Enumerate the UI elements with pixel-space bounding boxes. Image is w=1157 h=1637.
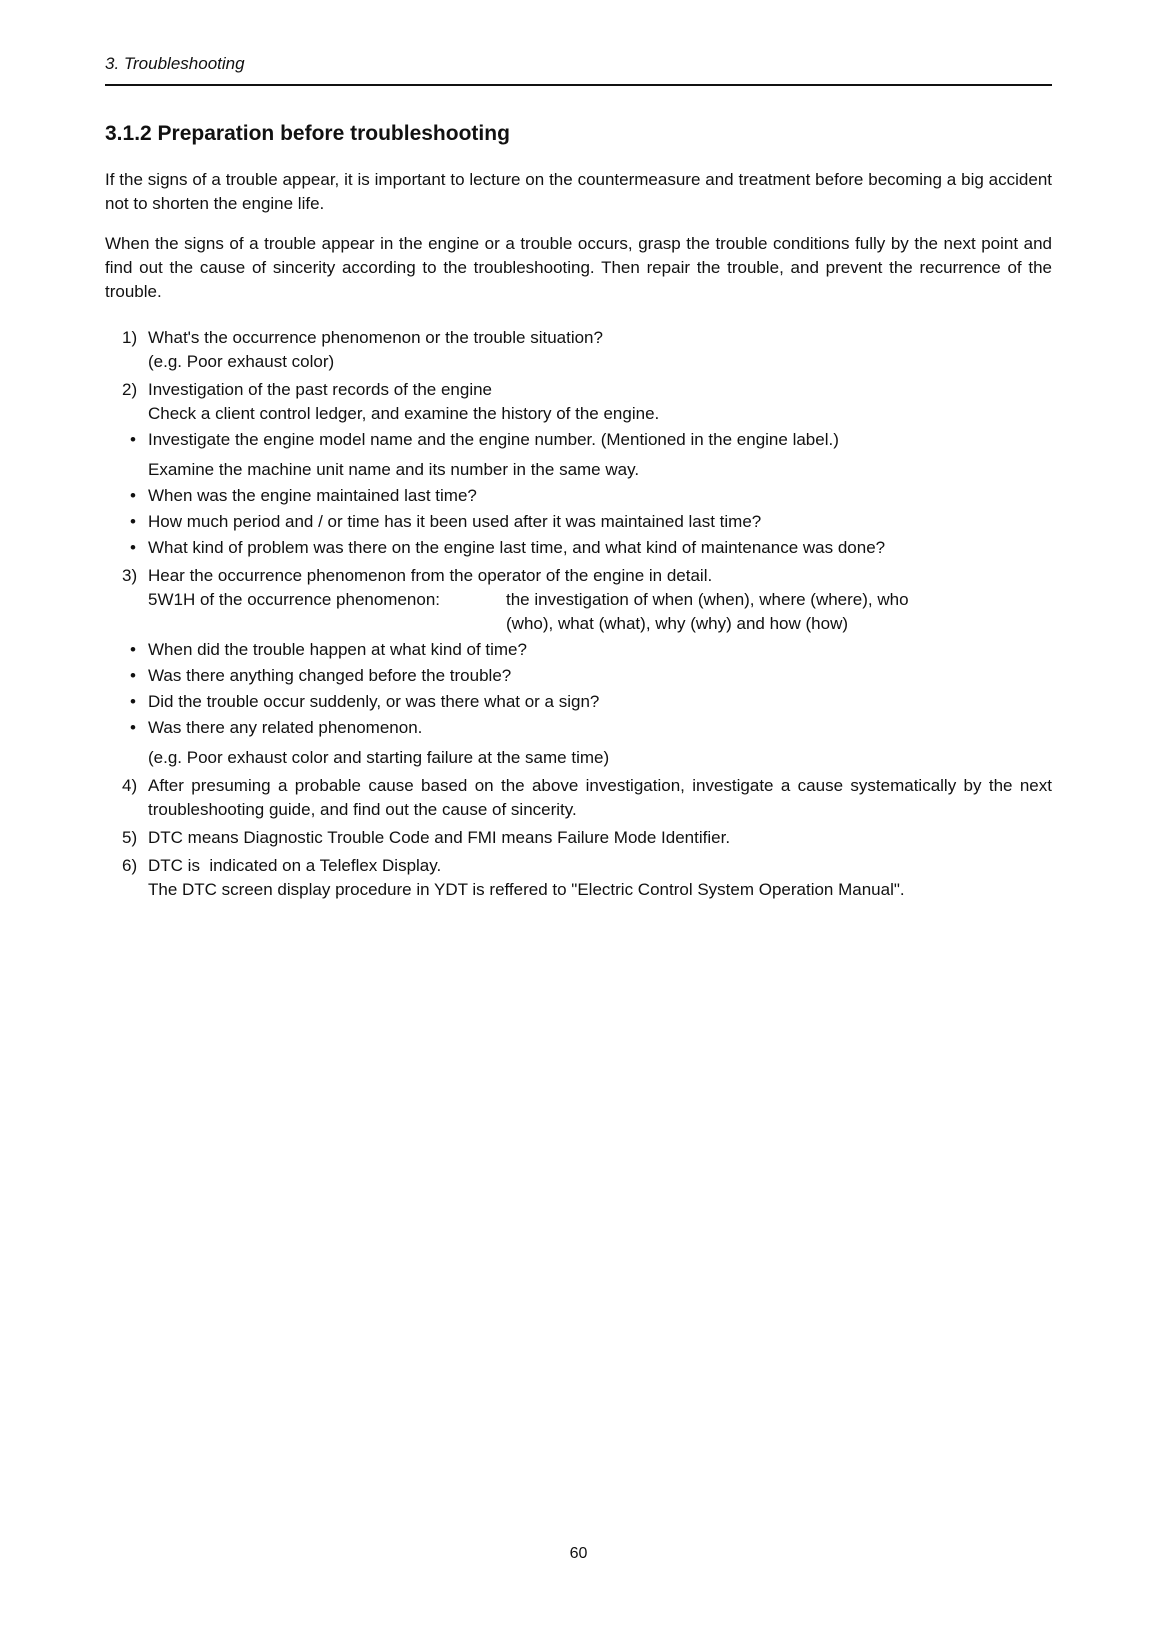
list — [105, 326, 1057, 902]
list-item-content — [148, 774, 1057, 822]
list-marker: • — [130, 666, 136, 685]
list-item-line — [148, 588, 1052, 612]
list-item-content — [148, 428, 1052, 482]
list-marker: 1) — [122, 328, 138, 347]
list-item-text: Hear the occurrence phenomenon from the operator of the engine in detail. — [148, 566, 713, 585]
list-item-text: After presuming a probable cause based on the above investigation, investigate a cause systematically by the next troubleshooting guide, and find out the cause of sincerity. — [148, 776, 1057, 819]
line-text: the investigation of when (when), where (where), who — [506, 590, 909, 609]
list-marker: • — [130, 692, 136, 711]
list-item-text: When was the engine maintained last time? — [148, 486, 477, 505]
numbered-item — [105, 826, 1052, 850]
list-item-text: What's the occurrence phenomenon or the trouble situation? — [148, 328, 603, 347]
paragraph-intro-1: If the signs of a trouble appear, it is important to lecture on the countermeasure and treatment before becoming a big accident not to shorten the engine life. — [105, 170, 1052, 213]
list-marker: • — [130, 538, 136, 557]
bullet-item — [105, 716, 1052, 770]
list-item-text: Investigate the engine model name and the engine number. (Mentioned in the engine label.) — [148, 430, 839, 449]
list-item-text: DTC is indicated on a Teleflex Display. — [148, 856, 442, 875]
list-item-line: Examine the machine unit name and its number in the same way. — [148, 460, 640, 479]
list-item-content — [148, 854, 1052, 902]
list-item-text: Was there any related phenomenon. — [148, 718, 423, 737]
list-item-text: When did the trouble happen at what kind of time? — [148, 640, 527, 659]
list-item-text: Did the trouble occur suddenly, or was there what or a sign? — [148, 692, 600, 711]
list-marker: • — [130, 512, 136, 531]
list-item-content — [148, 484, 1052, 508]
list-item-text: How much period and / or time has it been used after it was maintained last time? — [148, 512, 762, 531]
bullet-item — [105, 510, 1052, 534]
list-item-content — [148, 690, 1052, 714]
list-item-content — [148, 716, 1052, 770]
list-marker: 6) — [122, 856, 138, 875]
list-item-content — [148, 378, 1052, 426]
list-item-line: (who), what (what), why (why) and how (how) — [506, 614, 849, 633]
numbered-item — [105, 854, 1052, 902]
page-footer — [0, 1545, 1157, 1563]
list-item-line: The DTC screen display procedure in YDT is reffered to "Electric Control System Operation Manual". — [148, 880, 905, 899]
list-item-content — [148, 664, 1052, 688]
numbered-item — [105, 774, 1057, 822]
bullet-item — [105, 484, 1052, 508]
list-marker: 3) — [122, 566, 138, 585]
list-marker: • — [130, 718, 136, 737]
header-rule — [105, 84, 1052, 86]
bullet-item — [105, 536, 1052, 560]
numbered-item — [105, 378, 1052, 426]
list-item-line: (e.g. Poor exhaust color) — [148, 352, 335, 371]
list-item-text: DTC means Diagnostic Trouble Code and FMI means Failure Mode Identifier. — [148, 828, 731, 847]
list-item-content — [148, 510, 1052, 534]
list-marker: 4) — [122, 776, 138, 795]
list-marker: 2) — [122, 380, 138, 399]
page-content — [105, 122, 1057, 904]
list-item-text: What kind of problem was there on the engine last time, and what kind of maintenance was done? — [148, 538, 886, 557]
list-item-content — [148, 826, 1052, 850]
list-item-content — [148, 638, 1052, 662]
bullet-item — [105, 428, 1052, 482]
list-item-text: Investigation of the past records of the engine — [148, 380, 493, 399]
list-marker: • — [130, 430, 136, 449]
bullet-item — [105, 638, 1052, 662]
numbered-item — [105, 326, 1052, 374]
list-item-content — [148, 536, 1052, 560]
numbered-item — [105, 564, 1052, 636]
list-item-line: Check a client control ledger, and examine the history of the engine. — [148, 404, 660, 423]
line-label: 5W1H of the occurrence phenomenon: — [148, 590, 441, 609]
paragraph-intro-2: When the signs of a trouble appear in the engine or a trouble occurs, grasp the trouble conditions fully by the next point and find out the cause of sincerity according to the troubleshooting. Then repair the trouble, and prevent the recurrence of the trouble. — [105, 234, 1052, 301]
page-number: 60 — [569, 1545, 588, 1562]
section-heading: 3.1.2 Preparation before troubleshooting — [105, 122, 510, 145]
list-item-content — [148, 564, 1052, 636]
list-marker: • — [130, 640, 136, 659]
bullet-item — [105, 690, 1052, 714]
running-header: 3. Troubleshooting — [105, 54, 245, 73]
list-item-line: (e.g. Poor exhaust color and starting failure at the same time) — [148, 748, 610, 767]
list-marker: 5) — [122, 828, 138, 847]
bullet-item — [105, 664, 1052, 688]
list-item-content — [148, 326, 1052, 374]
list-item-text: Was there anything changed before the trouble? — [148, 666, 512, 685]
list-marker: • — [130, 486, 136, 505]
